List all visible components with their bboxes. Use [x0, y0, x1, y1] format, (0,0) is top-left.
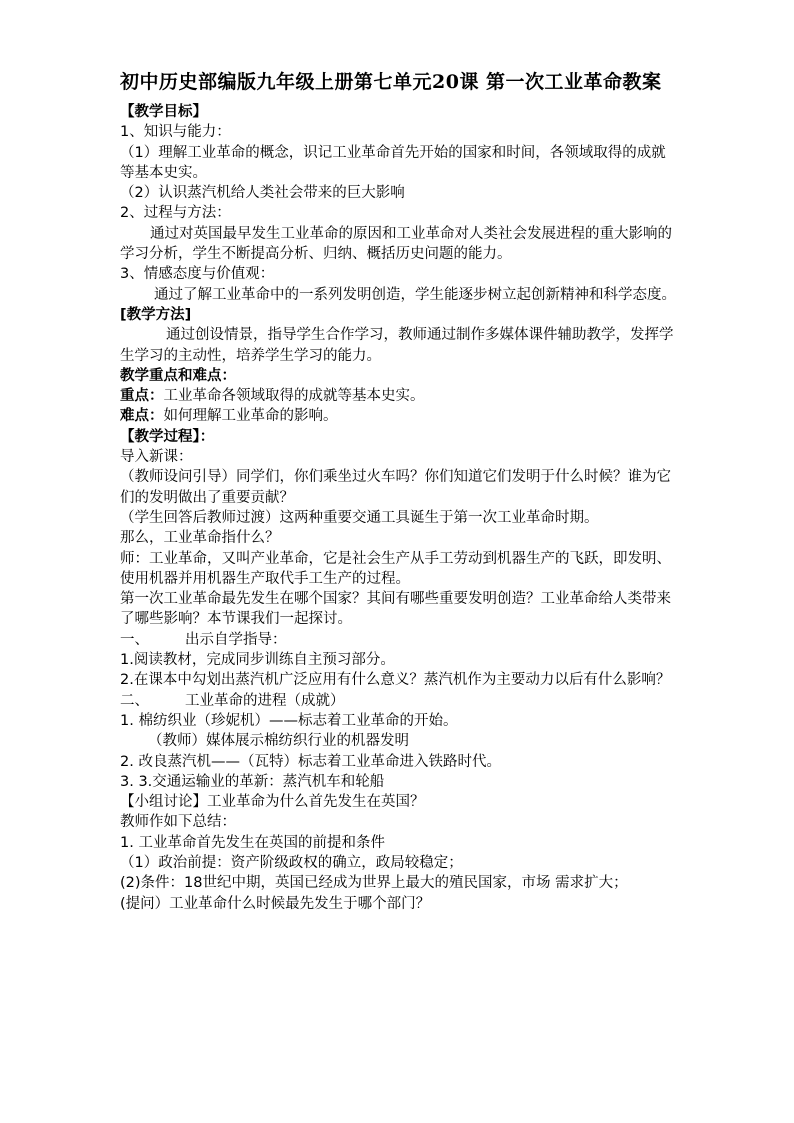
method-text: 通过创设情景，指导学生合作学习，教师通过制作多媒体课件辅助教学，发挥学生学习的主动性，培养学生学习的能力。 [120, 327, 674, 364]
summary-title: 教师作如下总结： [120, 814, 236, 831]
part-2-item-1: 1. 棉纺织业（珍妮机）——标志着工业革命的开始。 [120, 712, 458, 729]
intro-paragraph-4: 师：工业革命，又叫产业革命，它是社会生产从手工劳动到机器生产的飞跃，即发明、使用机器并用机器生产取代手工生产的过程。 [120, 550, 671, 587]
summary-sub-2: (2)条件：18世纪中期，英国已经成为世界上最大的殖民国家，市场 需求扩大； [120, 875, 628, 892]
method-header: [教学方法] [120, 306, 192, 323]
goal-1-item-2: （2）认识蒸汽机给人类社会带来的巨大影响 [120, 185, 405, 202]
goal-3-title: 3、情感态度与价值观： [120, 266, 275, 283]
part-1-heading [120, 630, 680, 650]
intro-paragraph-1: （教师设问引导）同学们，你们乘坐过火车吗？你们知道它们发明于什么时候？谁为它们的发明做出了重要贡献？ [120, 469, 671, 506]
part-2-number: 二、 [120, 692, 149, 709]
goal-3-text: 通过了解工业革命中的一系列发明创造，学生能逐步树立起创新精神和科学态度。 [154, 286, 676, 303]
intro-paragraph-3: 那么，工业革命指什么？ [120, 530, 280, 547]
key-points-header: 教学重点和难点： [120, 367, 236, 384]
process-header: 【教学过程】： [120, 428, 215, 445]
part-2-item-2: 2. 改良蒸汽机——（瓦特）标志着工业革命进入铁路时代。 [120, 753, 501, 770]
document-page [120, 62, 680, 914]
part-2-item-3: 3. 3.交通运输业的革新：蒸汽机车和轮船 [120, 773, 385, 790]
part-2-item-1-note: （教师）媒体展示棉纺织行业的机器发明 [148, 733, 409, 750]
summary-item-1: 1. 工业革命首先发生在英国的前提和条件 [120, 834, 385, 851]
summary-sub-1: （1）政治前提：资产阶级政权的确立，政局较稳定； [120, 854, 463, 871]
intro-title: 导入新课： [120, 449, 193, 466]
intro-paragraph-2: （学生回答后教师过渡）这两种重要交通工具诞生于第一次工业革命时期。 [120, 509, 599, 526]
part-1-title: 出示自学指导： [185, 631, 287, 648]
difficult-point [120, 406, 680, 426]
group-discussion-label: 【小组讨论】 [120, 794, 207, 811]
part-1-number: 一、 [120, 631, 149, 648]
group-discussion-text: 工业革命为什么首先发生在英国？ [207, 794, 425, 811]
intro-paragraph-5: 第一次工业革命最先发生在哪个国家？其间有哪些重要发明创造？工业革命给人类带来了哪些影响？本节课我们一起探讨。 [120, 591, 671, 628]
group-discussion [120, 792, 680, 812]
difficult-point-label: 难点： [120, 408, 164, 425]
part-1-item-2: 2.在课本中勾划出蒸汽机广泛应用有什么意义？蒸汽机作为主要动力以后有什么影响？ [120, 672, 671, 689]
key-point-label: 重点： [120, 388, 164, 405]
goal-2-text: 通过对英国最早发生工业革命的原因和工业革命对人类社会发展进程的重大影响的学习分析，学生不断提高分析、归纳、概括历史问题的能力。 [120, 225, 672, 263]
key-point-text: 工业革命各领域取得的成就等基本史实。 [163, 388, 425, 405]
goal-1-item-1: （1）理解工业革命的概念，识记工业革命首先开始的国家和时间，各领域取得的成就等基本史实。 [120, 144, 666, 181]
goal-1-title: 1、知识与能力： [120, 124, 231, 141]
difficult-point-text: 如何理解工业革命的影响。 [163, 408, 338, 425]
part-2-title: 工业革命的进程（成就） [185, 692, 345, 709]
part-1-item-1: 1.阅读教材，完成同步训练自主预习部分。 [120, 652, 395, 669]
document-title: 初中历史部编版九年级上册第七单元20课 第一次工业革命教案 [120, 71, 662, 93]
part-2-heading [120, 691, 680, 711]
goal-2-title: 2、过程与方法： [120, 205, 231, 222]
key-point [120, 386, 680, 406]
goals-header: 【教学目标】 [120, 104, 207, 120]
summary-sub-3: (提问）工业革命什么时候最先发生于哪个部门？ [120, 895, 431, 912]
